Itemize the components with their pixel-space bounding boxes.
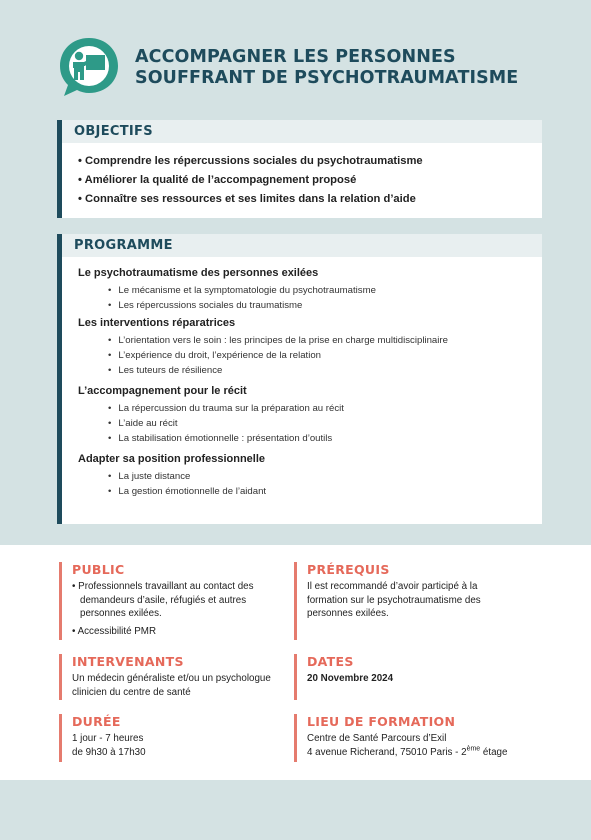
list-item: • Améliorer la qualité de l’accompagnement proposé: [78, 171, 542, 190]
duree-section: [59, 714, 284, 762]
prerequis-section: [294, 562, 519, 640]
dates-text: 20 Novembre 2024: [307, 673, 394, 684]
list-item: • L’aide au récit: [108, 416, 542, 431]
programme-section-list: [78, 283, 542, 313]
intervenants-heading: INTERVENANTS: [72, 654, 184, 669]
list-item: • La répercussion du trauma sur la préparation au récit: [108, 401, 542, 416]
list-item: • Le mécanisme et la symptomatologie du psychotraumatisme: [108, 283, 542, 298]
lieu-line-2: [307, 746, 534, 760]
duree-heading: DURÉE: [72, 714, 121, 729]
prerequis-text: Il est recommandé d’avoir participé à la formation sur le psychotraumatisme des personnes exilées.: [307, 581, 481, 619]
lieu-heading: LIEU DE FORMATION: [307, 714, 456, 729]
intervenants-text: Un médecin généraliste et/ou un psychologue clinicien du centre de santé: [72, 673, 271, 698]
programme-section-title: L’accompagnement pour le récit: [78, 385, 247, 397]
title-line-1: ACCOMPAGNER LES PERSONNES: [135, 47, 456, 67]
footer-band: [0, 780, 591, 840]
list-item: • Les répercussions sociales du traumatisme: [108, 298, 542, 313]
list-item: • Comprendre les répercussions sociales du psychotraumatisme: [78, 152, 542, 171]
list-item: • Les tuteurs de résilience: [108, 363, 542, 378]
lieu-floor-suffix: étage: [480, 746, 508, 758]
lieu-text: [307, 732, 534, 759]
lieu-floor-sup: ème: [466, 745, 481, 753]
title-line-2: SOUFFRANT DE PSYCHOTRAUMATISME: [135, 68, 519, 88]
list-item: • Accessibilité PMR: [72, 625, 284, 639]
list-item: • La gestion émotionnelle de l’aidant: [108, 484, 542, 499]
intervenants-section: [59, 654, 299, 700]
prerequis-heading: PRÉREQUIS: [307, 562, 390, 577]
public-list: [72, 580, 284, 638]
public-section: [59, 562, 284, 640]
programme-section-list: [78, 401, 542, 446]
page-title: [135, 47, 555, 89]
programme-section-title: Les interventions réparatrices: [78, 317, 236, 329]
objectifs-list: [62, 143, 542, 209]
list-item: • La stabilisation émotionnelle : présentation d’outils: [108, 431, 542, 446]
public-heading: PUBLIC: [72, 562, 125, 577]
duree-line-2: de 9h30 à 17h30: [72, 746, 146, 758]
list-item: • La juste distance: [108, 469, 542, 484]
duree-text: [72, 732, 284, 759]
lieu-address: 4 avenue Richerand, 75010 Paris - 2: [307, 746, 467, 758]
list-item: • Connaître ses ressources et ses limites dans la relation d’aide: [78, 190, 542, 209]
programme-body: [62, 257, 542, 499]
objectifs-box: [57, 120, 542, 218]
programme-heading: PROGRAMME: [62, 234, 542, 257]
programme-section-list: [78, 469, 542, 499]
duree-line-1: 1 jour - 7 heures: [72, 733, 144, 744]
list-item: • L’expérience du droit, l’expérience de la relation: [108, 348, 542, 363]
programme-box: [57, 234, 542, 524]
list-item: • Professionnels travaillant au contact des demandeurs d’asile, réfugiés et autres personnes exilées.: [72, 580, 284, 621]
teacher-speech-bubble-icon: [57, 36, 121, 98]
lieu-line-1: Centre de Santé Parcours d’Exil: [307, 733, 447, 744]
programme-section-title: Le psychotraumatisme des personnes exilées: [78, 267, 319, 279]
dates-section: [294, 654, 519, 700]
objectifs-heading: OBJECTIFS: [62, 120, 542, 143]
programme-section-list: [78, 333, 542, 378]
lieu-section: [294, 714, 534, 762]
list-item: • L’orientation vers le soin : les principes de la prise en charge multidisciplinaire: [108, 333, 542, 348]
dates-heading: DATES: [307, 654, 354, 669]
programme-section-title: Adapter sa position professionnelle: [78, 453, 266, 465]
